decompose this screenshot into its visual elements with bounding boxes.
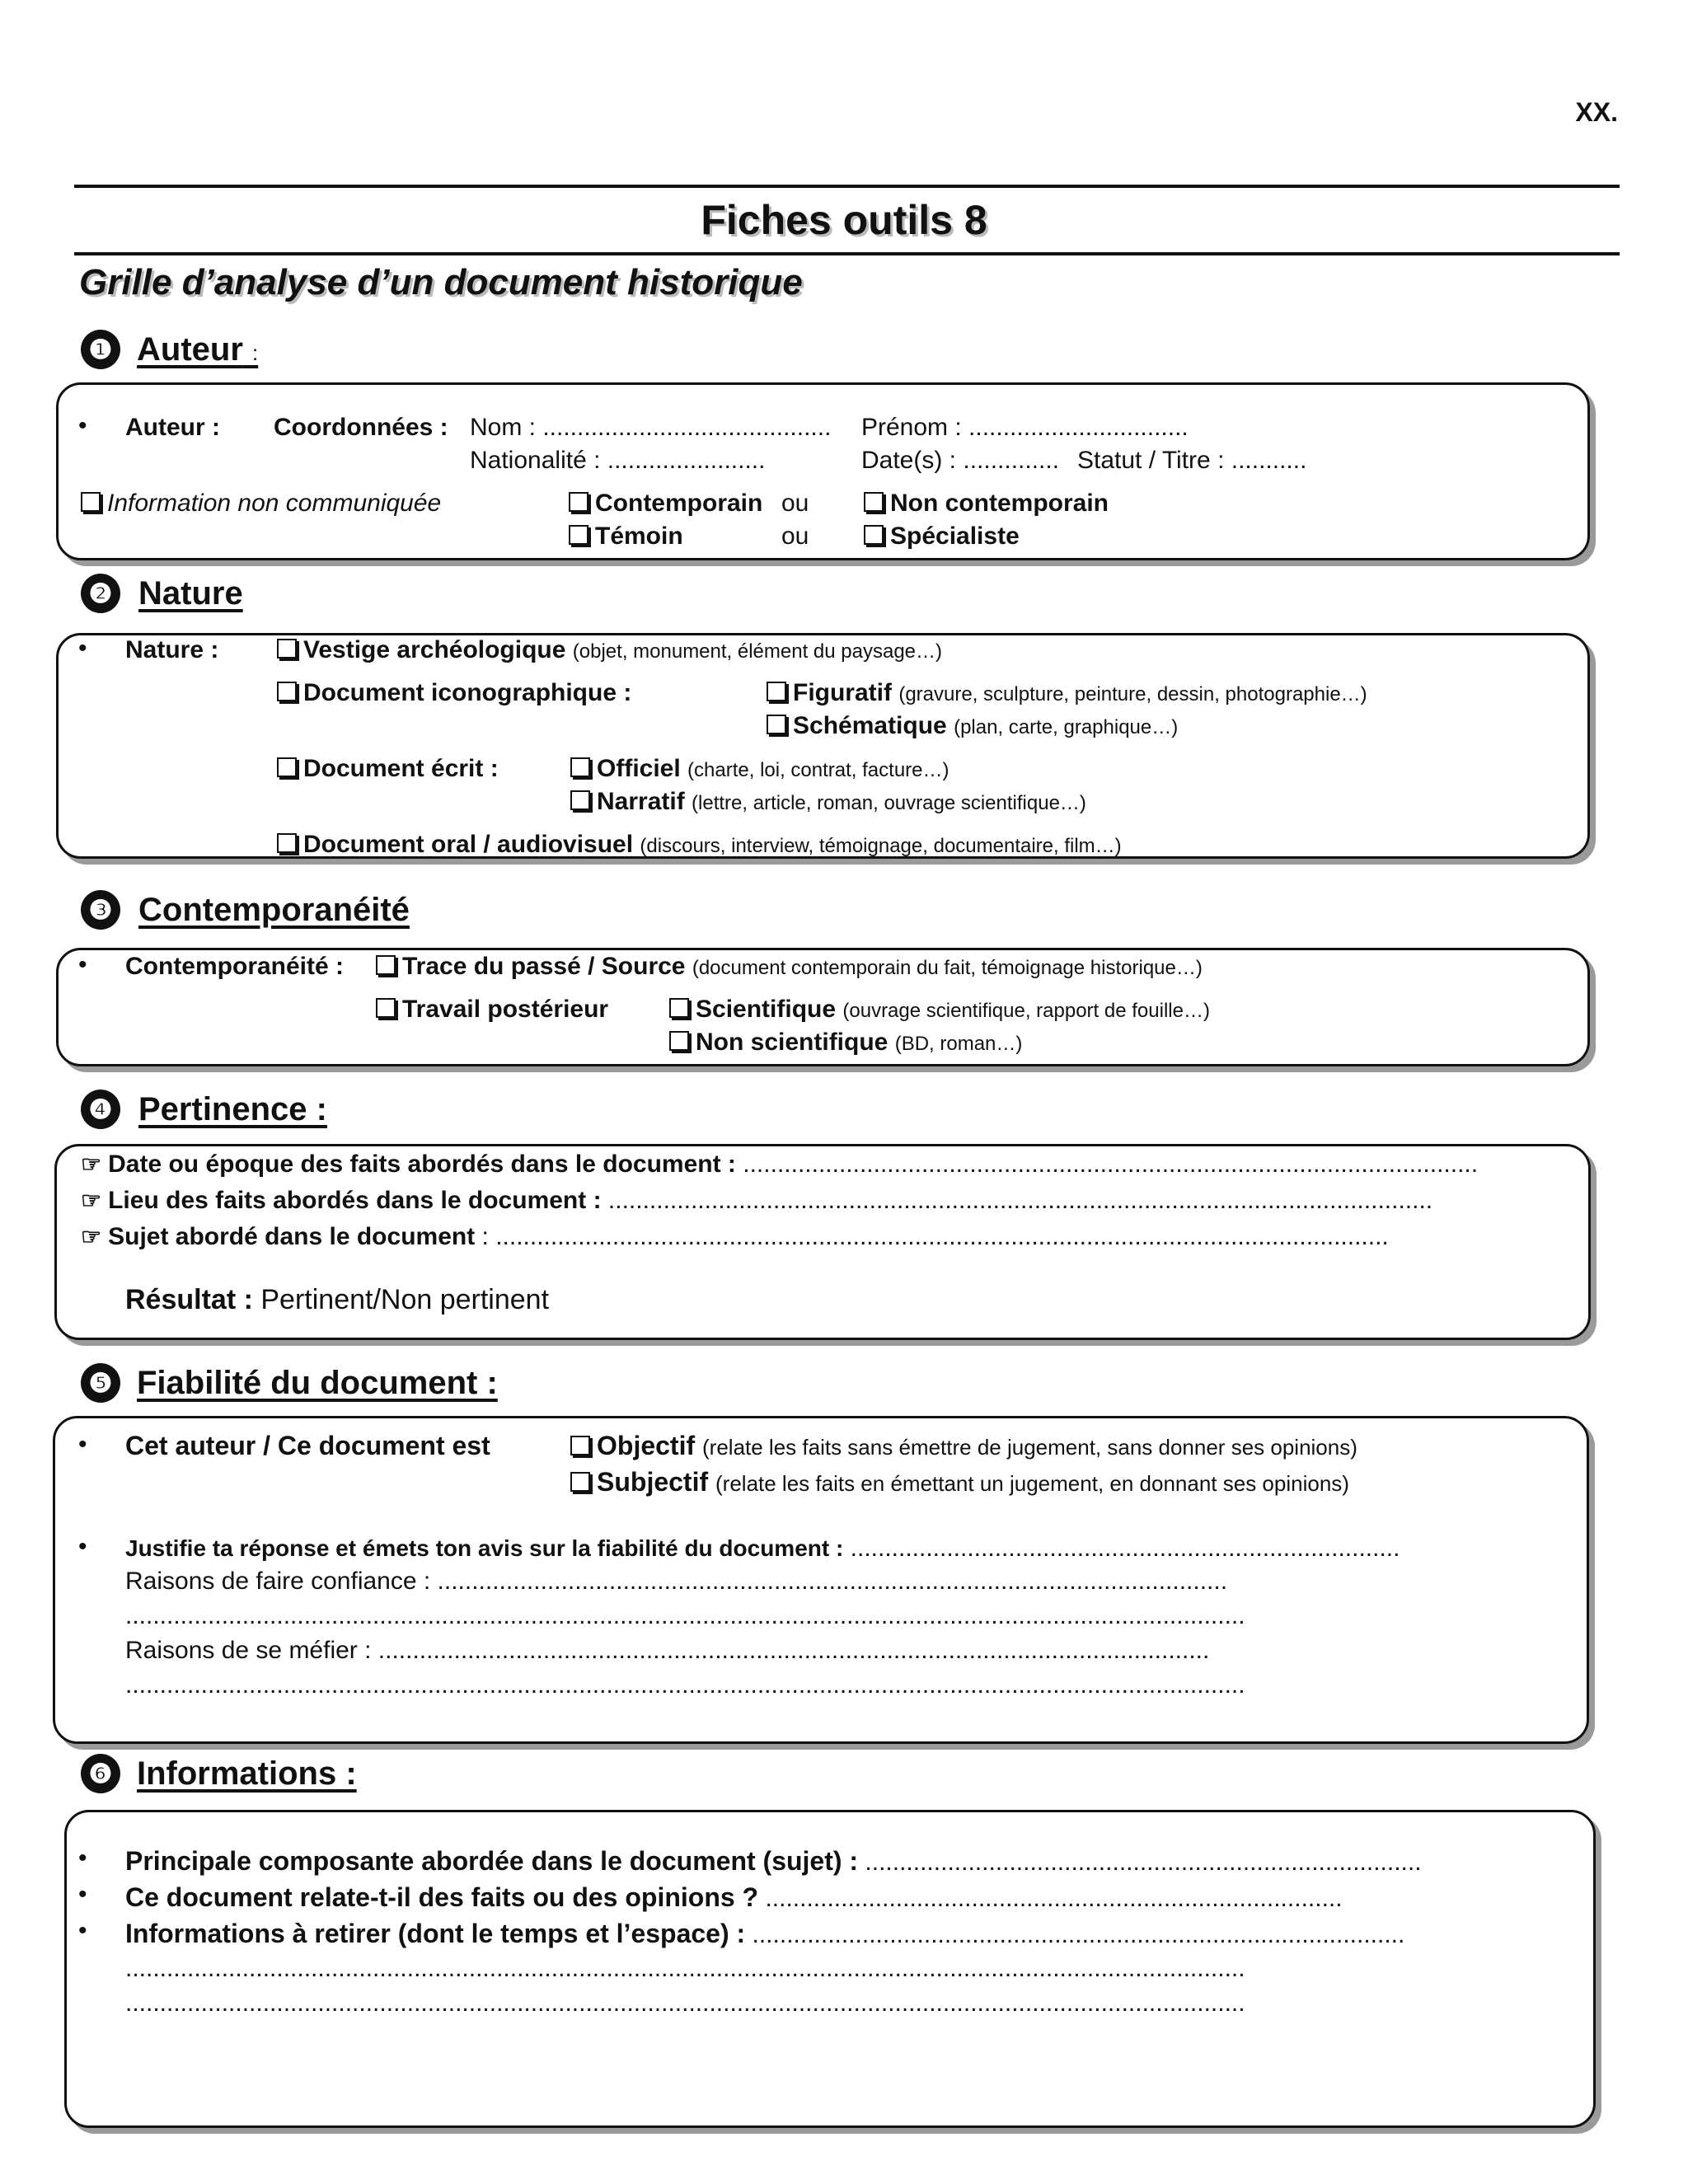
section-4-title: Pertinence : [138,1091,327,1127]
checkbox-icon[interactable] [767,682,786,701]
nature-label: Nature : [125,636,219,663]
objectif-option[interactable]: Objectif (relate les faits sans émettre de jugement, sans donner ses opinions) [570,1431,1357,1461]
narratif-option[interactable]: Narratif (lettre, article, roman, ouvrage scientifique…) [570,788,1086,816]
composante-field[interactable]: Principale composante abordée dans le document (sujet) : ................................................................................. [125,1846,1422,1876]
checkbox-icon[interactable] [570,790,590,810]
section-5-number: ❺ [81,1363,120,1403]
statut-field[interactable]: Statut / Titre : ........... [1077,447,1307,474]
schematique-option[interactable]: Schématique (plan, carte, graphique…) [767,712,1178,740]
ecrit-option[interactable]: Document écrit : [277,755,499,783]
non-scientifique-option[interactable]: Non scientifique (BD, roman…) [669,1029,1022,1057]
checkbox-icon[interactable] [569,525,588,545]
vestige-option[interactable]: Vestige archéologique (objet, monument, élément du paysage…) [277,636,942,664]
page-title: Fiches outils 8 [701,197,987,243]
justifie-field[interactable]: Justifie ta réponse et émets ton avis sur la fiabilité du document : ................................................................................ [125,1535,1400,1562]
checkbox-icon[interactable] [767,715,786,734]
checkbox-icon[interactable] [864,525,884,545]
contemporain-option[interactable]: Contemporain [569,490,762,518]
temoin-option[interactable]: Témoin [569,523,683,551]
checkbox-icon[interactable] [669,1031,689,1051]
contemporaneite-label: Contemporanéité : [125,953,345,980]
pointing-hand-icon: ☞ [81,1224,102,1249]
section-2-box [56,633,1590,859]
pointing-hand-icon: ☞ [81,1151,102,1177]
ou-text: ou [781,490,809,517]
nationalite-field[interactable]: Nationalité : ....................... [470,447,766,474]
informations-line[interactable]: ................................................................................................................................................................... [125,1990,1245,2017]
informations-retirer-field[interactable]: Informations à retirer (dont le temps et l’espace) : ............................................................................................... [125,1919,1405,1948]
bullet: • [78,951,87,978]
prenom-field[interactable]: Prénom : ................................ [861,414,1189,441]
confiance-field[interactable]: Raisons de faire confiance : ................................................................................................................... [125,1568,1228,1595]
section-4-number: ❹ [81,1090,120,1129]
checkbox-icon[interactable] [864,492,884,512]
travail-posterieur-option[interactable]: Travail postérieur [376,996,608,1024]
page-number: XX. [1575,97,1618,127]
mefier-field[interactable]: Raisons de se méfier : ......................................................................................................................... [125,1637,1210,1664]
date-epoque-field[interactable]: ☞ Date ou époque des faits abordés dans le document : ........................................................................................................... [81,1151,1479,1178]
specialiste-option[interactable]: Spécialiste [864,523,1020,551]
confiance-line[interactable]: ................................................................................................................................................................... [125,1602,1245,1629]
section-3-number: ❸ [81,890,120,930]
checkbox-icon[interactable] [277,682,297,701]
title-rule [74,252,1620,255]
section-1-box [56,382,1590,560]
pointing-hand-icon: ☞ [81,1188,102,1213]
bullet: • [78,412,87,439]
lieu-field[interactable]: ☞ Lieu des faits abordés dans le document : ........................................................................................................................ [81,1187,1433,1214]
bullet: • [78,1431,87,1458]
scientifique-option[interactable]: Scientifique (ouvrage scientifique, rapport de fouille…) [669,996,1210,1024]
section-1-number: ❶ [81,330,120,369]
section-2-number: ❷ [81,574,120,613]
section-3-title: Contemporanéité [138,892,410,928]
iconographique-option[interactable]: Document iconographique : [277,679,631,707]
checkbox-icon[interactable] [570,1472,590,1492]
checkbox-icon[interactable] [570,757,590,777]
checkbox-icon[interactable] [81,492,101,512]
section-5-title: Fiabilité du document : [137,1365,498,1401]
resultat-value[interactable]: Pertinent/Non pertinent [260,1284,550,1315]
checkbox-icon[interactable] [277,833,297,853]
faits-opinions-field[interactable]: Ce document relate-t-il des faits ou des opinions ? .................................................................................... [125,1882,1343,1912]
page-subtitle: Grille d’analyse d’un document historique [79,262,803,302]
checkbox-icon[interactable] [376,998,396,1018]
oral-option[interactable]: Document oral / audiovisuel (discours, interview, témoignage, documentaire, film…) [277,831,1122,859]
bullet: • [78,1881,87,1908]
info-non-communiquee-option[interactable]: Information non communiquée [81,490,441,518]
coordonnees-label: Coordonnées : [274,414,448,441]
checkbox-icon[interactable] [569,492,588,512]
bullet: • [78,1844,87,1872]
mefier-line[interactable]: ................................................................................................................................................................... [125,1671,1245,1699]
trace-option[interactable]: Trace du passé / Source (document contemporain du fait, témoignage historique…) [376,953,1203,981]
bullet: • [78,1917,87,1944]
auteur-label: Auteur : [125,414,220,441]
checkbox-icon[interactable] [277,757,297,777]
subjectif-option[interactable]: Subjectif (relate les faits en émettant un jugement, en donnant ses opinions) [570,1467,1349,1497]
resultat-row: Résultat : Pertinent/Non pertinent [125,1284,550,1315]
checkbox-icon[interactable] [376,955,396,975]
figuratif-option[interactable]: Figuratif (gravure, sculpture, peinture, dessin, photographie…) [767,679,1367,707]
bullet: • [78,1533,87,1560]
non-contemporain-option[interactable]: Non contemporain [864,490,1109,518]
sujet-field[interactable]: ☞ Sujet abordé dans le document : .................................................................................................................................. [81,1223,1389,1250]
section-1-title: Auteur : [137,331,259,368]
ou-text: ou [781,523,809,550]
checkbox-icon[interactable] [570,1436,590,1455]
top-rule [74,185,1620,188]
dates-field[interactable]: Date(s) : .............. [861,447,1060,474]
checkbox-icon[interactable] [669,998,689,1018]
section-6-number: ❻ [81,1754,120,1793]
checkbox-icon[interactable] [277,639,297,658]
bullet: • [78,635,87,662]
auteur-document-label: Cet auteur / Ce document est [125,1431,490,1460]
section-6-title: Informations : [137,1755,357,1792]
officiel-option[interactable]: Officiel (charte, loi, contrat, facture…) [570,755,950,783]
nom-field[interactable]: Nom : .......................................... [470,414,832,441]
informations-line[interactable]: ................................................................................................................................................................... [125,1955,1245,1982]
section-2-title: Nature [138,575,243,612]
